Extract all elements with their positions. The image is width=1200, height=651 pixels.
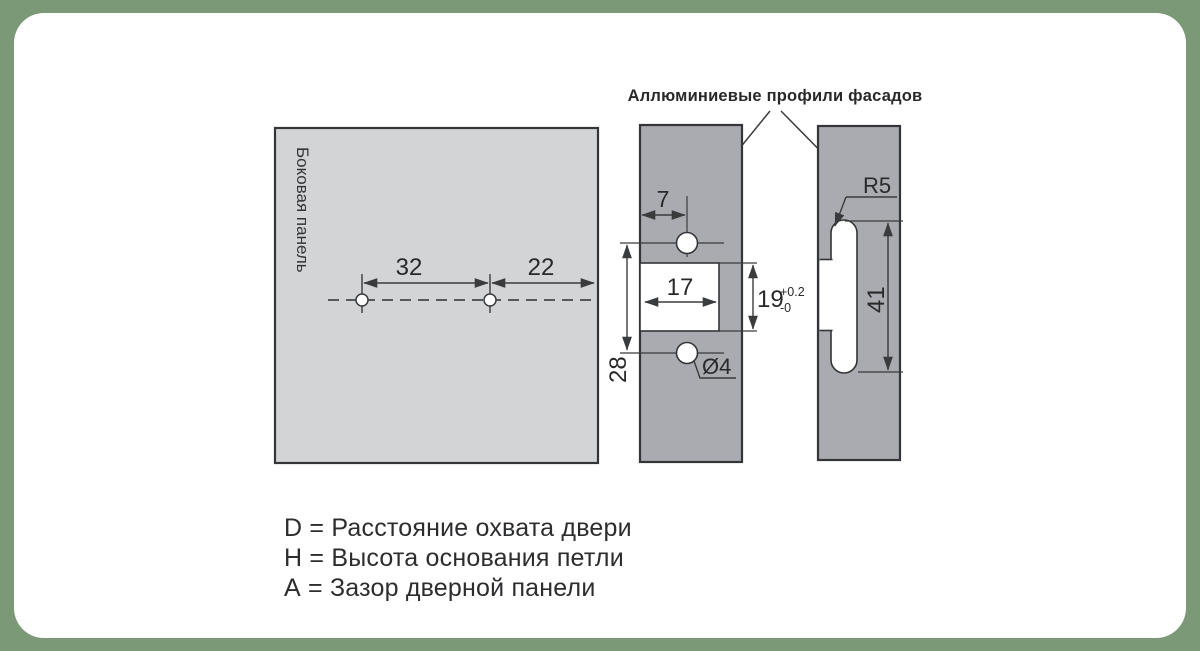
hole1-mark bbox=[356, 294, 368, 306]
hole2-mark bbox=[484, 294, 496, 306]
legend-line-a: А = Зазор дверной панели bbox=[284, 574, 596, 602]
legend bbox=[284, 513, 632, 603]
side-panel bbox=[275, 128, 598, 463]
dim-17-value: 17 bbox=[666, 274, 694, 301]
r5-value: R5 bbox=[862, 173, 892, 198]
dim-32-value: 32 bbox=[395, 254, 423, 281]
dia4-value: Ø4 bbox=[702, 354, 732, 379]
middle-profile bbox=[605, 125, 805, 462]
dim-19-tol-minus: -0 bbox=[780, 301, 792, 315]
screw-hole-bottom bbox=[677, 343, 698, 364]
dim-19-tol-plus: +0.2 bbox=[780, 285, 805, 299]
legend-line-d: D = Расстояние охвата двери bbox=[284, 514, 632, 542]
right-profile-slot bbox=[831, 220, 857, 373]
screw-hole-top bbox=[677, 233, 698, 254]
right-profile-notch bbox=[820, 260, 833, 330]
legend-line-h: Н = Высота основания петли bbox=[284, 544, 624, 572]
right-profile bbox=[818, 126, 903, 460]
dim-41-value: 41 bbox=[863, 286, 890, 313]
side-panel-label: Боковая панель bbox=[293, 147, 312, 273]
dim-7-value: 7 bbox=[656, 186, 670, 212]
facade-profiles-label: Аллюминиевые профили фасадов bbox=[627, 87, 923, 105]
side-panel-body bbox=[275, 128, 598, 463]
dim-19-value: 19 bbox=[757, 286, 784, 313]
dim-28-value: 28 bbox=[605, 356, 632, 383]
dim-22-value: 22 bbox=[527, 254, 555, 281]
